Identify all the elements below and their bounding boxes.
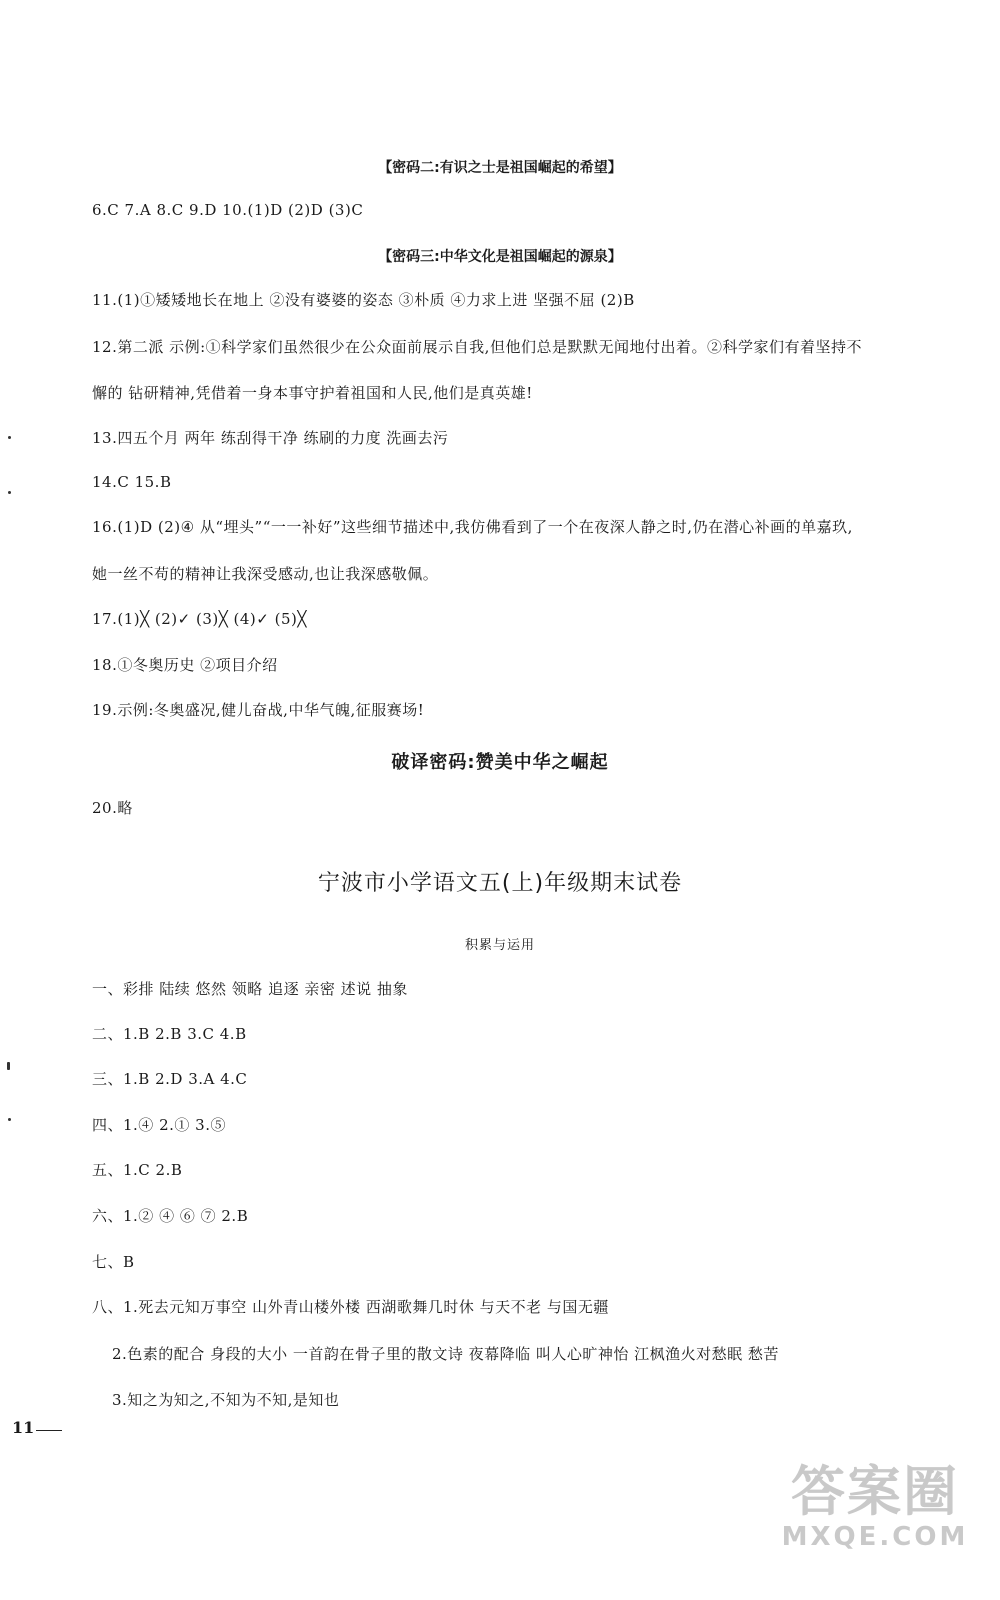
answer-line-12b: 懈的 钻研精神,凭借着一身本事守护着祖国和人民,他们是真英雄!	[92, 384, 533, 402]
page-number-dash	[36, 1430, 62, 1431]
section-title-decode: 破译密码:赞美中华之崛起	[391, 752, 609, 773]
exam-title: 宁波市小学语文五(上)年级期末试卷	[317, 871, 683, 896]
answer-line-19: 19.示例:冬奥盛况,健儿奋战,中华气魄,征服赛场!	[92, 701, 425, 719]
section-title-code3: 【密码三:中华文化是祖国崛起的源泉】	[378, 249, 622, 265]
watermark-logo	[770, 1462, 980, 1582]
scan-speck	[8, 491, 11, 494]
exam-answer-q8-1: 八、1.死去元知万事空 山外青山楼外楼 西湖歌舞几时休 与天不老 与国无疆	[92, 1298, 609, 1316]
exam-answer-q8-3: 3.知之为知之,不知为不知,是知也	[112, 1391, 340, 1409]
section-title-code2: 【密码二:有识之士是祖国崛起的希望】	[378, 160, 622, 176]
answer-line-6-10: 6.C 7.A 8.C 9.D 10.(1)D (2)D (3)C	[92, 201, 364, 219]
answer-line-20: 20.略	[92, 799, 133, 817]
exam-answer-q7: 七、B	[92, 1253, 135, 1271]
answer-line-18: 18.①冬奥历史 ②项目介绍	[92, 656, 278, 674]
answer-line-16b: 她一丝不苟的精神让我深受感动,也让我深感敬佩。	[92, 565, 439, 583]
answer-line-11: 11.(1)①矮矮地长在地上 ②没有婆婆的姿态 ③朴质 ④力求上进 坚强不屈 (2)B	[92, 291, 635, 309]
scan-speck	[8, 436, 11, 439]
scan-speck	[8, 1118, 11, 1121]
page-number: 11	[12, 1418, 35, 1437]
exam-answer-q1: 一、彩排 陆续 悠然 领略 追逐 亲密 述说 抽象	[92, 980, 408, 998]
answer-line-16a: 16.(1)D (2)④ 从“埋头”“一一补好”这些细节描述中,我仿佛看到了一个在夜深人静之时,仍在潜心补画的单嘉玖,	[92, 518, 853, 536]
answer-line-14-15: 14.C 15.B	[92, 473, 172, 491]
answer-line-12a: 12.第二派 示例:①科学家们虽然很少在公众面前展示自我,但他们总是默默无闻地付出着。②科学家们有着坚持不	[92, 338, 862, 356]
exam-answer-q2: 二、1.B 2.B 3.C 4.B	[92, 1025, 247, 1043]
scan-speck	[7, 1062, 10, 1070]
watermark-text: 答案圈	[791, 1460, 959, 1523]
watermark-url: MXQE.COM	[781, 1522, 969, 1552]
exam-answer-q4: 四、1.④ 2.① 3.⑤	[92, 1116, 226, 1134]
exam-subtitle: 积累与运用	[464, 938, 535, 953]
exam-answer-q5: 五、1.C 2.B	[92, 1161, 183, 1179]
answer-line-17: 17.(1)╳ (2)✓ (3)╳ (4)✓ (5)╳	[92, 610, 307, 628]
exam-answer-q6: 六、1.② ④ ⑥ ⑦ 2.B	[92, 1207, 249, 1225]
exam-answer-q3: 三、1.B 2.D 3.A 4.C	[92, 1070, 248, 1088]
answer-line-13: 13.四五个月 两年 练刮得干净 练刷的力度 洗画去污	[92, 429, 449, 447]
exam-answer-q8-2: 2.色素的配合 身段的大小 一首韵在骨子里的散文诗 夜幕降临 叫人心旷神怡 江枫渔火对愁眠 愁苦	[112, 1345, 779, 1363]
